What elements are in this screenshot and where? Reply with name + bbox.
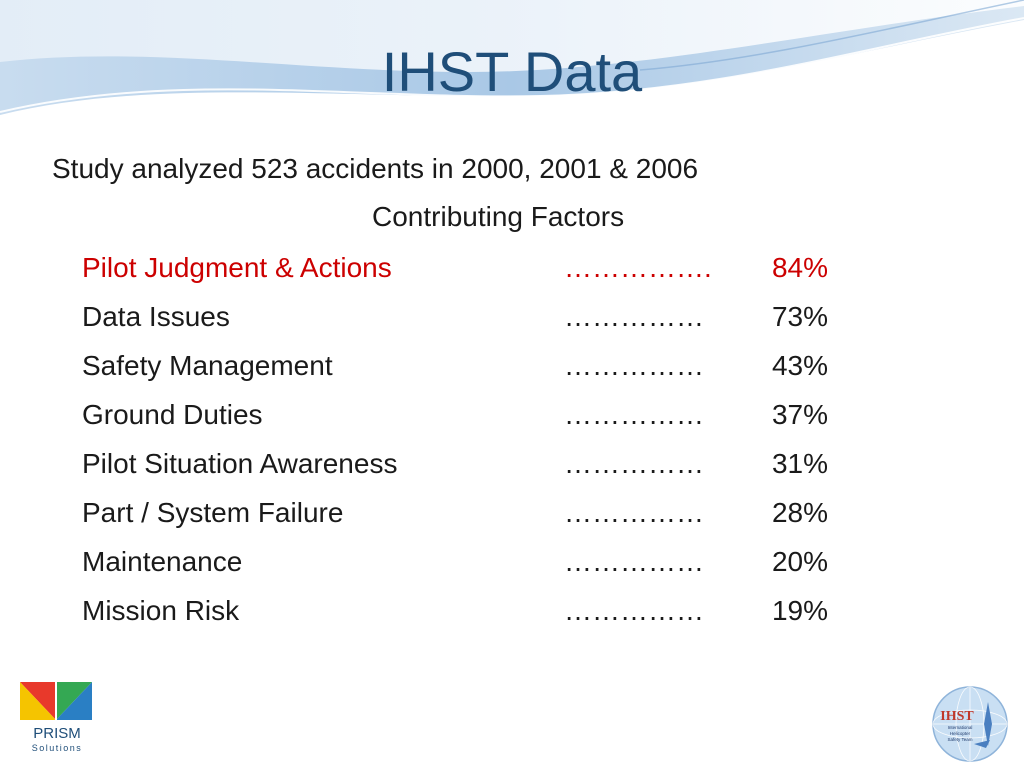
factors-list xyxy=(0,251,1024,643)
factor-row xyxy=(0,447,1024,496)
ihst-logo xyxy=(930,684,1010,764)
svg-text:International: International xyxy=(947,725,973,730)
factor-row xyxy=(0,251,1024,300)
factor-label: Ground Duties xyxy=(82,399,263,430)
prism-solutions-logo xyxy=(14,680,100,754)
factor-percent: 28% xyxy=(771,497,828,528)
factor-percent: 31% xyxy=(771,448,828,479)
factor-label: Mission Risk xyxy=(82,595,240,626)
slide-title: IHST Data xyxy=(381,40,643,103)
table-heading: Contributing Factors xyxy=(372,201,625,232)
factor-percent: 73% xyxy=(771,301,828,332)
svg-text:Helicopter: Helicopter xyxy=(949,731,971,736)
factor-leader-dots: …………… xyxy=(564,399,704,430)
factor-row xyxy=(0,349,1024,398)
factor-row xyxy=(0,398,1024,447)
factor-leader-dots: ……………. xyxy=(564,252,712,283)
factor-leader-dots: …………… xyxy=(564,448,704,479)
factor-label: Pilot Judgment & Actions xyxy=(82,252,392,283)
factor-row xyxy=(0,594,1024,643)
factor-leader-dots: …………… xyxy=(564,350,704,381)
factor-percent: 84% xyxy=(771,252,828,283)
factor-label: Data Issues xyxy=(82,301,230,332)
factor-percent: 20% xyxy=(771,546,828,577)
svg-text:PRISM: PRISM xyxy=(33,725,81,742)
factor-row xyxy=(0,300,1024,349)
factor-leader-dots: …………… xyxy=(564,546,704,577)
svg-text:Safety Team: Safety Team xyxy=(947,737,973,742)
factor-leader-dots: …………… xyxy=(564,497,704,528)
factor-percent: 37% xyxy=(771,399,828,430)
factor-row xyxy=(0,496,1024,545)
svg-text:Solutions: Solutions xyxy=(31,743,83,753)
factor-label: Pilot Situation Awareness xyxy=(82,448,398,479)
factor-label: Part / System Failure xyxy=(82,497,344,528)
factor-leader-dots: …………… xyxy=(564,595,704,626)
factor-percent: 43% xyxy=(771,350,828,381)
factor-label: Maintenance xyxy=(82,546,243,577)
factor-percent: 19% xyxy=(771,595,828,626)
factor-label: Safety Management xyxy=(82,350,333,381)
slide-subtitle: Study analyzed 523 accidents in 2000, 2001 & 2006 xyxy=(52,153,699,184)
factor-row xyxy=(0,545,1024,594)
factor-leader-dots: …………… xyxy=(564,301,704,332)
svg-text:IHST: IHST xyxy=(940,709,974,724)
